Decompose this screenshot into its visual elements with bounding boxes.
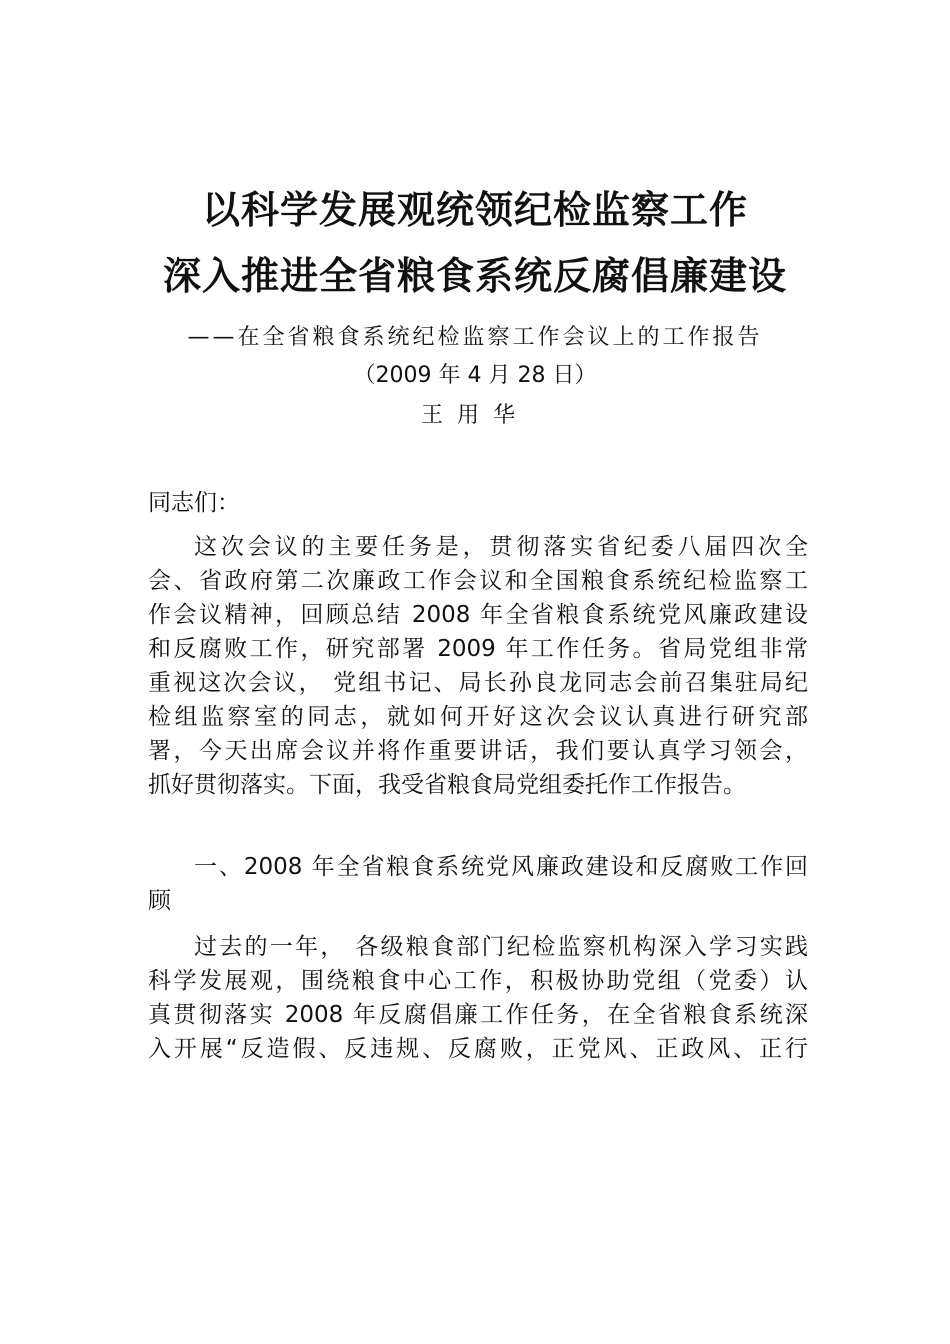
section-heading-1 xyxy=(148,850,808,918)
paragraph-2 xyxy=(148,930,808,1066)
paragraph-line: 抓好贯彻落实。下面，我受省粮食局党组委托作工作报告。 xyxy=(148,772,746,798)
paragraph-line: 作会议精神，回顾总结 2008 年全省粮食系统党风廉政建设 xyxy=(148,602,808,628)
heading-line: 一、2008 年全省粮食系统党风廉政建设和反腐败工作回 xyxy=(194,854,808,880)
title-line-1: 以科学发展观统领纪检监察工作 xyxy=(201,188,748,232)
heading-line: 顾 xyxy=(148,888,171,914)
author-name: 王用华 xyxy=(420,403,529,428)
paragraph-line: 过去的一年， 各级粮食部门纪检监察机构深入学习实践 xyxy=(194,934,808,960)
paragraph-line: 署，今天出席会议并将作重要讲话，我们要认真学习领会， xyxy=(148,738,808,764)
paragraph-line: 会、省政府第二次廉政工作会议和全国粮食系统纪检监察工 xyxy=(148,568,808,594)
title-line-2: 深入推进全省粮食系统反腐倡廉建设 xyxy=(162,254,787,298)
paragraph-line: 真贯彻落实 2008 年反腐倡廉工作任务，在全省粮食系统深 xyxy=(148,1002,808,1028)
paragraph-line: 和反腐败工作，研究部署 2009 年工作任务。省局党组非常 xyxy=(148,636,808,662)
paragraph-line: 科学发展观，围绕粮食中心工作，积极协助党组（党委）认 xyxy=(148,968,808,994)
report-date: （2009 年 4 月 28 日） xyxy=(353,363,597,388)
paragraph-line: 检组监察室的同志，就如何开好这次会议认真进行研究部 xyxy=(148,704,808,730)
paragraph-line: 入开展“反造假、反违规、反腐败，正党风、正政风、正行 xyxy=(148,1036,808,1062)
paragraph-line: 这次会议的主要任务是，贯彻落实省纪委八届四次全 xyxy=(194,534,808,560)
subtitle: ——在全省粮食系统纪检监察工作会议上的工作报告 xyxy=(187,325,763,350)
paragraph-line: 重视这次会议， 党组书记、局长孙良龙同志会前召集驻局纪 xyxy=(148,670,808,696)
salutation: 同志们： xyxy=(148,490,240,516)
paragraph-1 xyxy=(148,530,808,802)
